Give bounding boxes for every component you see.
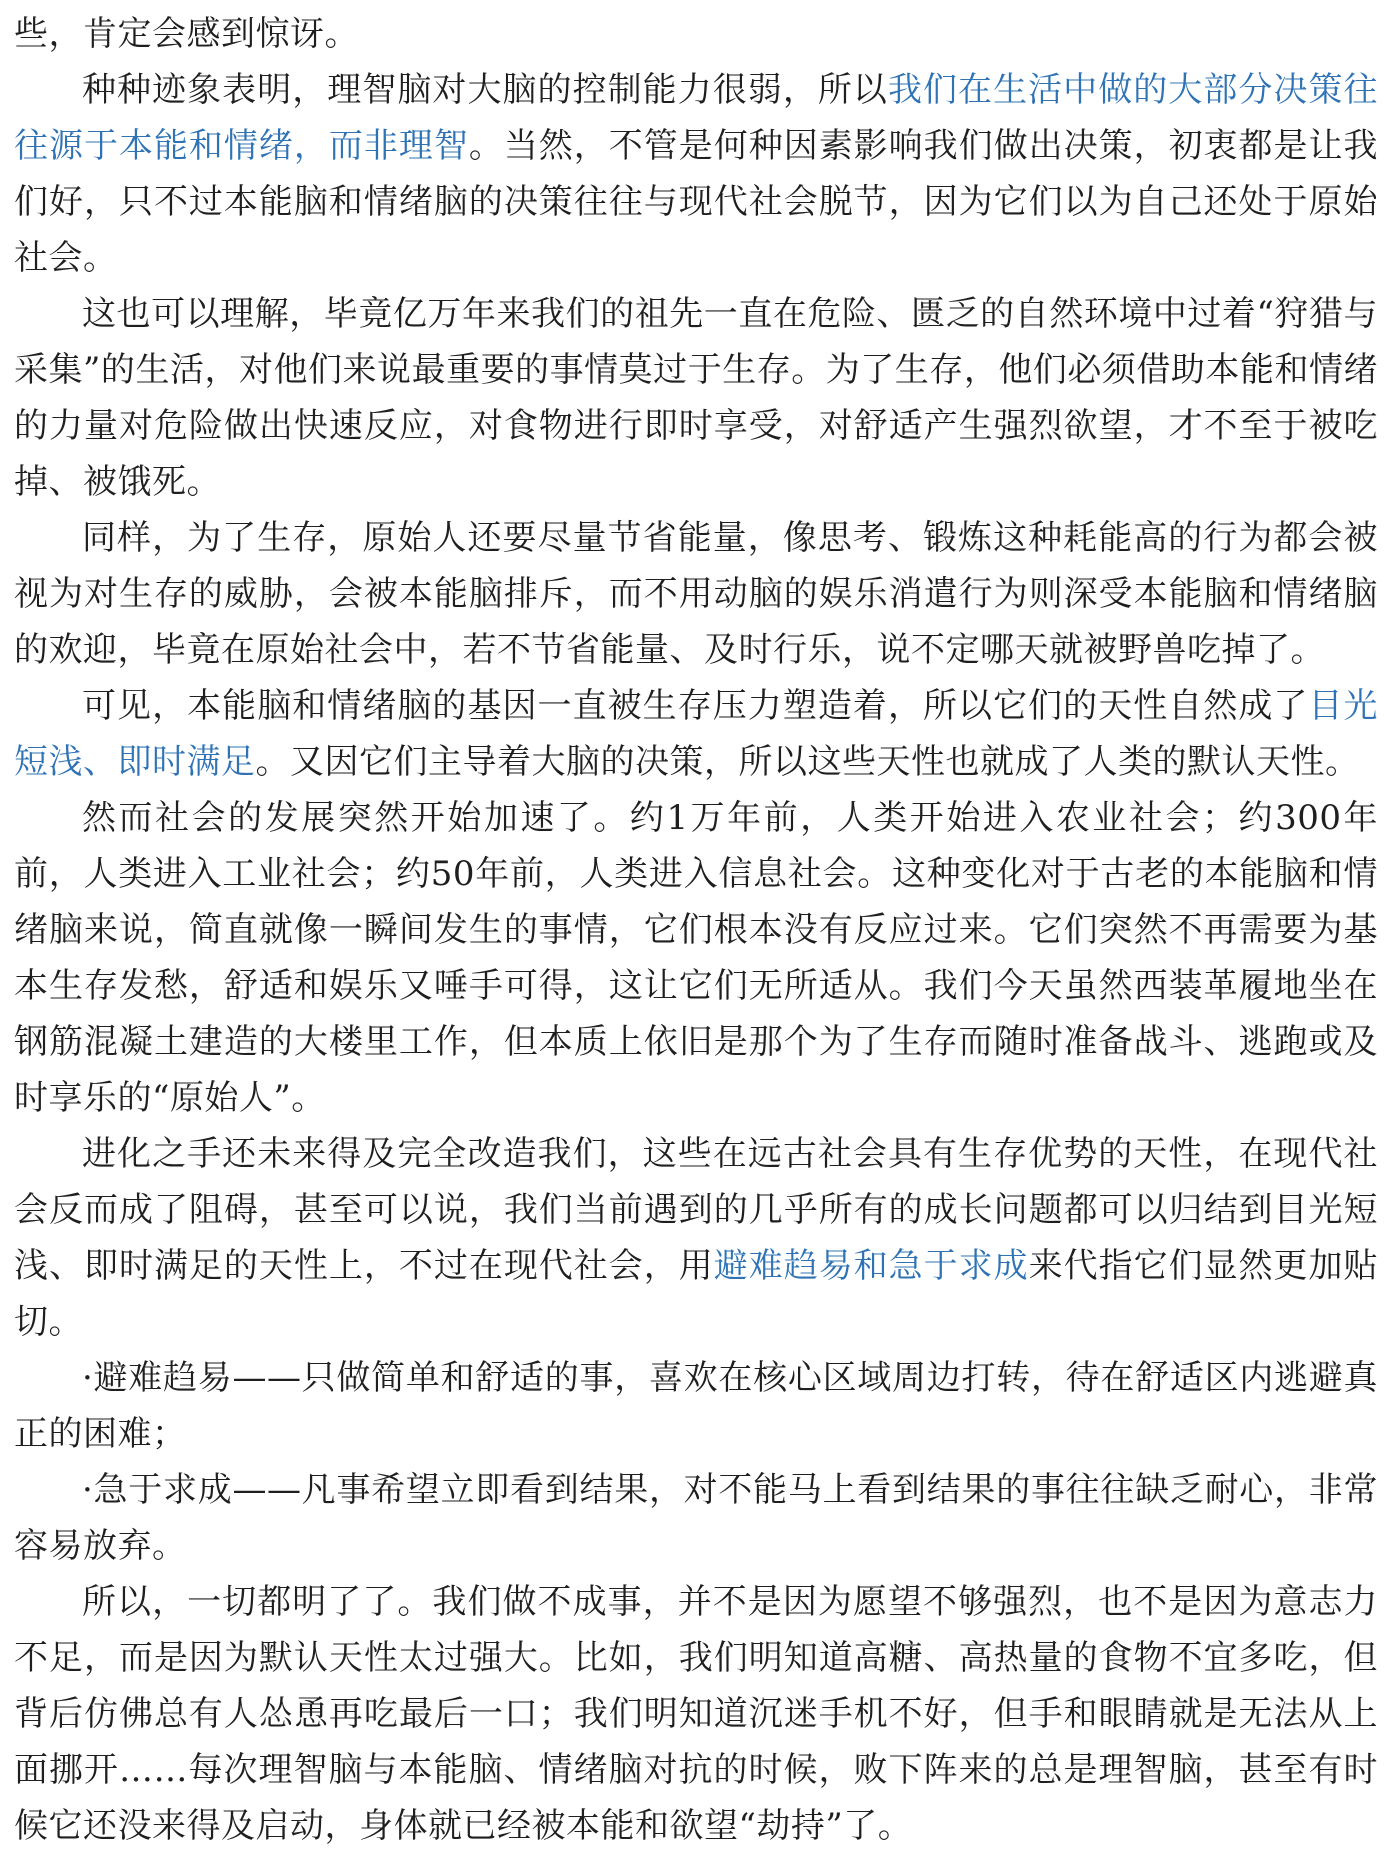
- paragraph-evolution: [14, 1126, 1378, 1350]
- paragraph-continuation: 些，肯定会感到惊讶。: [14, 14, 359, 54]
- paragraph-save-energy: 同样，为了生存，原始人还要尽量节省能量，像思考、锻炼这种耗能高的行为都会被视为对生存的威胁，会被本能脑排斥，而不用动脑的娱乐消遣行为则深受本能脑和情绪脑的欢迎，毕竟在原始社会中，若不节省能量、及时行乐，说不定哪天就被野兽吃掉了。: [14, 518, 1378, 670]
- bullet-item-impatience: ·急于求成——凡事希望立即看到结果，对不能马上看到结果的事往往缺乏耐心，非常容易放弃。: [14, 1470, 1378, 1566]
- paragraph-ancestors: 这也可以理解，毕竟亿万年来我们的祖先一直在危险、匮乏的自然环境中过着“狩猎与采集”的生活，对他们来说最重要的事情莫过于生存。为了生存，他们必须借助本能和情绪的力量对危险做出快速反应，对食物进行即时享受，对舒适产生强烈欲望，才不至于被吃掉、被饿死。: [14, 294, 1378, 502]
- paragraph-text: 种种迹象表明，理智脑对大脑的控制能力很弱，所以: [82, 70, 888, 110]
- paragraph-rational-brain: [14, 62, 1378, 286]
- highlighted-phrase: 我们在生活中做的大部分决策往往源于本能和情绪，而非理智: [14, 70, 1379, 166]
- paragraph-nature: [14, 678, 1378, 790]
- paragraph-society-acceleration: 然而社会的发展突然开始加速了。约1万年前，人类开始进入农业社会；约300年前，人类进入工业社会；约50年前，人类进入信息社会。这种变化对于古老的本能脑和情绪脑来说，简直就像一瞬间发生的事情，它们根本没有反应过来。它们突然不再需要为基本生存发愁，舒适和娱乐又唾手可得，这让它们无所适从。我们今天虽然西装革履地坐在钢筋混凝土建造的大楼里工作，但本质上依旧是那个为了生存而随时准备战斗、逃跑或及时享乐的“原始人”。: [14, 798, 1378, 1118]
- paragraph-text: 。当然，不管是何种因素影响我们做出决策，初衷都是让我们好，只不过本能脑和情绪脑的决策往往与现代社会脱节，因为它们以为自己还处于原始社会。: [14, 126, 1378, 278]
- paragraph-text: 可见，本能脑和情绪脑的基因一直被生存压力塑造着，所以它们的天性自然成了: [82, 686, 1309, 726]
- highlighted-phrase: 目光短浅、即时满足: [14, 686, 1379, 782]
- document-page: [14, 6, 1378, 1854]
- bullet-item-avoid-difficulty: ·避难趋易——只做简单和舒适的事，喜欢在核心区域周边打转，待在舒适区内逃避真正的困难；: [14, 1358, 1378, 1454]
- paragraph-text: 。又因它们主导着大脑的决策，所以这些天性也就成了人类的默认天性。: [255, 742, 1360, 782]
- paragraph-text: 来代指它们显然更加贴切。: [14, 1246, 1379, 1342]
- paragraph-text: 进化之手还未来得及完全改造我们，这些在远古社会具有生存优势的天性，在现代社会反而成了阻碍，甚至可以说，我们当前遇到的几乎所有的成长问题都可以归结到目光短浅、即时满足的天性上，不过在现代社会，用: [14, 1134, 1378, 1286]
- highlighted-phrase: 避难趋易和急于求成: [713, 1246, 1029, 1286]
- paragraph-conclusion: 所以，一切都明了了。我们做不成事，并不是因为愿望不够强烈，也不是因为意志力不足，而是因为默认天性太过强大。比如，我们明知道高糖、高热量的食物不宜多吃，但背后仿佛总有人怂恿再吃最后一口；我们明知道沉迷手机不好，但手和眼睛就是无法从上面挪开……每次理智脑与本能脑、情绪脑对抗的时候，败下阵来的总是理智脑，甚至有时候它还没来得及启动，身体就已经被本能和欲望“劫持”了。: [14, 1582, 1378, 1846]
